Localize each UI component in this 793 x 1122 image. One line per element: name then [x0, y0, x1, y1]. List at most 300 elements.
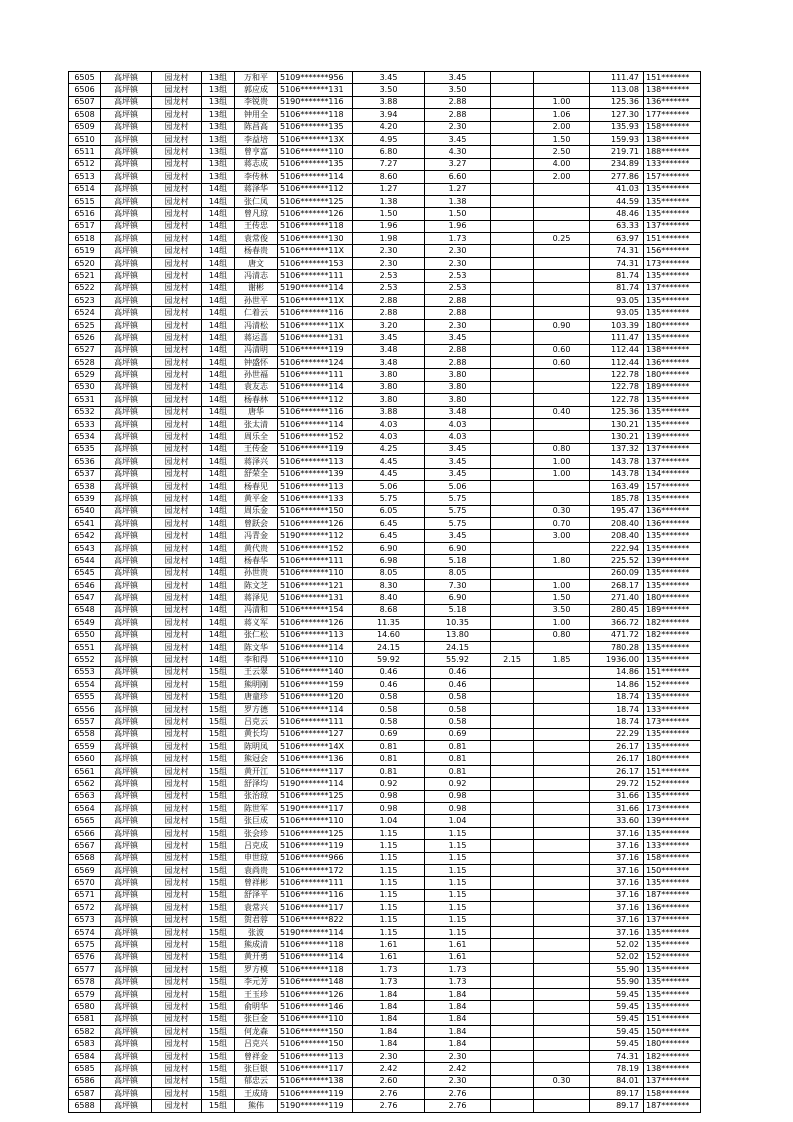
area-b-cell: [491, 282, 534, 294]
name-cell: 唐文: [235, 257, 278, 269]
area-a-cell: 2.30: [425, 257, 491, 269]
id-number-cell: 5106*******111: [278, 555, 353, 567]
id-number-cell: 5106*******116: [278, 307, 353, 319]
area-total-cell: 3.80: [353, 381, 425, 393]
amount-cell: 111.47: [590, 332, 644, 344]
town-cell: 高坪镇: [101, 1088, 152, 1100]
amount-cell: 63.33: [590, 220, 644, 232]
village-cell: 园龙村: [152, 369, 202, 381]
phone-cell: 189*******: [644, 604, 701, 616]
group-cell: 13组: [202, 84, 235, 96]
area-total-cell: 1.84: [353, 1026, 425, 1038]
id-number-cell: 5106*******114: [278, 171, 353, 183]
area-b-cell: [491, 703, 534, 715]
amount-cell: 112.44: [590, 344, 644, 356]
row-number: 6575: [69, 939, 101, 951]
area-b-cell: [491, 518, 534, 530]
table-row: [69, 208, 701, 220]
area-b-cell: [491, 753, 534, 765]
group-cell: 15组: [202, 741, 235, 753]
name-cell: 黄开勇: [235, 951, 278, 963]
area-total-cell: 5.75: [353, 493, 425, 505]
area-b-cell: 2.15: [491, 654, 534, 666]
village-cell: 园龙村: [152, 406, 202, 418]
amount-cell: 122.78: [590, 369, 644, 381]
table-row: [69, 865, 701, 877]
table-row: [69, 1038, 701, 1050]
town-cell: 高坪镇: [101, 580, 152, 592]
id-number-cell: 5106*******150: [278, 1038, 353, 1050]
town-cell: 高坪镇: [101, 245, 152, 257]
name-cell: 郭应成: [235, 84, 278, 96]
phone-cell: 135*******: [644, 394, 701, 406]
amount-cell: 26.17: [590, 741, 644, 753]
table-row: [69, 245, 701, 257]
area-c-cell: 3.00: [534, 530, 590, 542]
area-c-cell: [534, 939, 590, 951]
amount-cell: 780.28: [590, 641, 644, 653]
area-b-cell: [491, 96, 534, 108]
area-a-cell: 10.35: [425, 617, 491, 629]
table-row: [69, 567, 701, 579]
phone-cell: 135*******: [644, 926, 701, 938]
area-a-cell: 1.61: [425, 939, 491, 951]
row-number: 6508: [69, 109, 101, 121]
amount-cell: 41.03: [590, 183, 644, 195]
area-c-cell: [534, 926, 590, 938]
id-number-cell: 5106*******110: [278, 1013, 353, 1025]
table-row: [69, 195, 701, 207]
id-number-cell: 5106*******111: [278, 369, 353, 381]
group-cell: 15组: [202, 1075, 235, 1087]
amount-cell: 37.16: [590, 902, 644, 914]
area-c-cell: 1.00: [534, 580, 590, 592]
id-number-cell: 5106*******153: [278, 257, 353, 269]
row-number: 6544: [69, 555, 101, 567]
amount-cell: 55.90: [590, 964, 644, 976]
id-number-cell: 5106*******822: [278, 914, 353, 926]
name-cell: 曾跃会: [235, 518, 278, 530]
area-c-cell: [534, 1100, 590, 1112]
amount-cell: 93.05: [590, 307, 644, 319]
name-cell: 何龙森: [235, 1026, 278, 1038]
area-total-cell: 1.96: [353, 220, 425, 232]
area-b-cell: [491, 666, 534, 678]
village-cell: 园龙村: [152, 567, 202, 579]
town-cell: 高坪镇: [101, 220, 152, 232]
amount-cell: 37.16: [590, 926, 644, 938]
group-cell: 14组: [202, 580, 235, 592]
row-number: 6555: [69, 691, 101, 703]
area-c-cell: 0.60: [534, 356, 590, 368]
area-a-cell: 3.27: [425, 158, 491, 170]
area-a-cell: 1.84: [425, 1001, 491, 1013]
area-c-cell: [534, 865, 590, 877]
area-c-cell: [534, 666, 590, 678]
area-a-cell: 3.45: [425, 443, 491, 455]
area-a-cell: 1.15: [425, 852, 491, 864]
row-number: 6583: [69, 1038, 101, 1050]
area-a-cell: 4.03: [425, 418, 491, 430]
amount-cell: 74.31: [590, 245, 644, 257]
name-cell: 罗方模: [235, 964, 278, 976]
area-total-cell: 1.04: [353, 815, 425, 827]
id-number-cell: 5106*******116: [278, 406, 353, 418]
amount-cell: 44.59: [590, 195, 644, 207]
area-b-cell: [491, 369, 534, 381]
area-b-cell: [491, 133, 534, 145]
area-b-cell: [491, 356, 534, 368]
amount-cell: 130.21: [590, 431, 644, 443]
area-a-cell: 1.27: [425, 183, 491, 195]
area-total-cell: 3.94: [353, 109, 425, 121]
area-b-cell: [491, 889, 534, 901]
row-number: 6548: [69, 604, 101, 616]
id-number-cell: 5106*******126: [278, 208, 353, 220]
phone-cell: 135*******: [644, 295, 701, 307]
row-number: 6513: [69, 171, 101, 183]
town-cell: 高坪镇: [101, 778, 152, 790]
town-cell: 高坪镇: [101, 518, 152, 530]
table-row: [69, 84, 701, 96]
town-cell: 高坪镇: [101, 889, 152, 901]
amount-cell: 143.78: [590, 468, 644, 480]
area-c-cell: [534, 964, 590, 976]
id-number-cell: 5190*******112: [278, 530, 353, 542]
area-c-cell: 1.85: [534, 654, 590, 666]
village-cell: 园龙村: [152, 468, 202, 480]
area-b-cell: [491, 852, 534, 864]
town-cell: 高坪镇: [101, 1063, 152, 1075]
id-number-cell: 5106*******133: [278, 493, 353, 505]
group-cell: 15组: [202, 753, 235, 765]
phone-cell: 151*******: [644, 1013, 701, 1025]
area-total-cell: 14.60: [353, 629, 425, 641]
area-b-cell: [491, 641, 534, 653]
table-row: [69, 233, 701, 245]
name-cell: 张太清: [235, 418, 278, 430]
phone-cell: 158*******: [644, 121, 701, 133]
table-row: [69, 604, 701, 616]
area-b-cell: [491, 567, 534, 579]
row-number: 6515: [69, 195, 101, 207]
town-cell: 高坪镇: [101, 369, 152, 381]
table-row: [69, 493, 701, 505]
table-row: [69, 964, 701, 976]
amount-cell: 234.89: [590, 158, 644, 170]
phone-cell: 151*******: [644, 233, 701, 245]
village-cell: 园龙村: [152, 827, 202, 839]
village-cell: 园龙村: [152, 679, 202, 691]
phone-cell: 173*******: [644, 716, 701, 728]
group-cell: 14组: [202, 604, 235, 616]
group-cell: 15组: [202, 815, 235, 827]
area-c-cell: [534, 840, 590, 852]
id-number-cell: 5106*******114: [278, 641, 353, 653]
village-cell: 园龙村: [152, 344, 202, 356]
amount-cell: 143.78: [590, 456, 644, 468]
id-number-cell: 5109*******956: [278, 72, 353, 84]
row-number: 6584: [69, 1050, 101, 1062]
village-cell: 园龙村: [152, 480, 202, 492]
town-cell: 高坪镇: [101, 195, 152, 207]
group-cell: 14组: [202, 208, 235, 220]
name-cell: 孙世平: [235, 295, 278, 307]
village-cell: 园龙村: [152, 394, 202, 406]
village-cell: 园龙村: [152, 877, 202, 889]
table-row: [69, 939, 701, 951]
town-cell: 高坪镇: [101, 1013, 152, 1025]
area-a-cell: 1.15: [425, 889, 491, 901]
amount-cell: 135.93: [590, 121, 644, 133]
area-c-cell: [534, 282, 590, 294]
group-cell: 13组: [202, 158, 235, 170]
area-b-cell: [491, 803, 534, 815]
area-a-cell: 0.46: [425, 679, 491, 691]
area-a-cell: 6.90: [425, 542, 491, 554]
area-b-cell: [491, 902, 534, 914]
table-row: [69, 381, 701, 393]
town-cell: 高坪镇: [101, 567, 152, 579]
id-number-cell: 5106*******117: [278, 1063, 353, 1075]
row-number: 6536: [69, 456, 101, 468]
phone-cell: 156*******: [644, 245, 701, 257]
area-c-cell: [534, 1088, 590, 1100]
village-cell: 园龙村: [152, 641, 202, 653]
area-b-cell: [491, 691, 534, 703]
id-number-cell: 5106*******114: [278, 418, 353, 430]
id-number-cell: 5106*******119: [278, 443, 353, 455]
village-cell: 园龙村: [152, 195, 202, 207]
amount-cell: 55.90: [590, 976, 644, 988]
area-a-cell: 2.88: [425, 356, 491, 368]
area-a-cell: 24.15: [425, 641, 491, 653]
group-cell: 14组: [202, 629, 235, 641]
area-total-cell: 1.15: [353, 827, 425, 839]
area-a-cell: 3.45: [425, 133, 491, 145]
name-cell: 李益培: [235, 133, 278, 145]
id-number-cell: 5106*******110: [278, 654, 353, 666]
phone-cell: 152*******: [644, 778, 701, 790]
village-cell: 园龙村: [152, 505, 202, 517]
name-cell: 熊冠会: [235, 753, 278, 765]
area-total-cell: 6.80: [353, 146, 425, 158]
town-cell: 高坪镇: [101, 406, 152, 418]
name-cell: 黄开江: [235, 765, 278, 777]
phone-cell: 135*******: [644, 741, 701, 753]
group-cell: 15组: [202, 976, 235, 988]
row-number: 6525: [69, 319, 101, 331]
area-c-cell: [534, 480, 590, 492]
town-cell: 高坪镇: [101, 443, 152, 455]
row-number: 6509: [69, 121, 101, 133]
name-cell: 曾祥金: [235, 1050, 278, 1062]
row-number: 6521: [69, 270, 101, 282]
area-b-cell: [491, 381, 534, 393]
id-number-cell: 5106*******138: [278, 1075, 353, 1087]
amount-cell: 59.45: [590, 1026, 644, 1038]
area-a-cell: 2.76: [425, 1088, 491, 1100]
village-cell: 园龙村: [152, 1038, 202, 1050]
table-row: [69, 840, 701, 852]
group-cell: 13组: [202, 133, 235, 145]
area-c-cell: 0.80: [534, 629, 590, 641]
area-b-cell: [491, 617, 534, 629]
table-row: [69, 369, 701, 381]
town-cell: 高坪镇: [101, 84, 152, 96]
phone-cell: 180*******: [644, 1038, 701, 1050]
village-cell: 园龙村: [152, 270, 202, 282]
village-cell: 园龙村: [152, 580, 202, 592]
area-b-cell: [491, 456, 534, 468]
row-number: 6568: [69, 852, 101, 864]
area-a-cell: 1.04: [425, 815, 491, 827]
table-row: [69, 443, 701, 455]
area-c-cell: 2.50: [534, 146, 590, 158]
phone-cell: 150*******: [644, 1026, 701, 1038]
village-cell: 园龙村: [152, 245, 202, 257]
area-a-cell: 3.45: [425, 456, 491, 468]
village-cell: 园龙村: [152, 1026, 202, 1038]
area-a-cell: 2.88: [425, 96, 491, 108]
area-total-cell: 3.45: [353, 332, 425, 344]
amount-cell: 18.74: [590, 691, 644, 703]
village-cell: 园龙村: [152, 493, 202, 505]
village-cell: 园龙村: [152, 220, 202, 232]
area-total-cell: 1.73: [353, 964, 425, 976]
amount-cell: 37.16: [590, 877, 644, 889]
amount-cell: 137.32: [590, 443, 644, 455]
area-b-cell: [491, 530, 534, 542]
name-cell: 袁常俊: [235, 233, 278, 245]
table-row: [69, 1088, 701, 1100]
area-b-cell: [491, 146, 534, 158]
group-cell: 14组: [202, 307, 235, 319]
town-cell: 高坪镇: [101, 493, 152, 505]
name-cell: 黄平金: [235, 493, 278, 505]
area-b-cell: [491, 443, 534, 455]
area-c-cell: [534, 877, 590, 889]
area-total-cell: 3.88: [353, 406, 425, 418]
id-number-cell: 5106*******172: [278, 865, 353, 877]
id-number-cell: 5106*******118: [278, 939, 353, 951]
amount-cell: 33.60: [590, 815, 644, 827]
area-total-cell: 8.68: [353, 604, 425, 616]
id-number-cell: 5106*******148: [278, 976, 353, 988]
row-number: 6559: [69, 741, 101, 753]
name-cell: 张仁松: [235, 629, 278, 641]
area-a-cell: 1.73: [425, 964, 491, 976]
area-b-cell: [491, 220, 534, 232]
area-total-cell: 0.98: [353, 803, 425, 815]
name-cell: 郁忠云: [235, 1075, 278, 1087]
id-number-cell: 5106*******110: [278, 146, 353, 158]
area-c-cell: 3.50: [534, 604, 590, 616]
table-row: [69, 679, 701, 691]
name-cell: 曾凡琼: [235, 208, 278, 220]
row-number: 6524: [69, 307, 101, 319]
area-a-cell: 5.06: [425, 480, 491, 492]
name-cell: 熊成清: [235, 939, 278, 951]
row-number: 6526: [69, 332, 101, 344]
area-b-cell: [491, 307, 534, 319]
area-a-cell: 1.15: [425, 840, 491, 852]
group-cell: 14组: [202, 332, 235, 344]
area-b-cell: [491, 1050, 534, 1062]
name-cell: 周乐金: [235, 505, 278, 517]
table-row: [69, 654, 701, 666]
area-c-cell: 2.00: [534, 121, 590, 133]
table-row: [69, 877, 701, 889]
group-cell: 15组: [202, 803, 235, 815]
area-a-cell: 2.30: [425, 245, 491, 257]
row-number: 6551: [69, 641, 101, 653]
area-b-cell: [491, 1100, 534, 1112]
town-cell: 高坪镇: [101, 1050, 152, 1062]
table-row: [69, 914, 701, 926]
area-a-cell: 1.15: [425, 914, 491, 926]
area-b-cell: [491, 418, 534, 430]
phone-cell: 180*******: [644, 369, 701, 381]
town-cell: 高坪镇: [101, 282, 152, 294]
area-b-cell: [491, 1038, 534, 1050]
town-cell: 高坪镇: [101, 679, 152, 691]
town-cell: 高坪镇: [101, 542, 152, 554]
village-cell: 园龙村: [152, 1100, 202, 1112]
area-b-cell: [491, 815, 534, 827]
area-c-cell: [534, 1013, 590, 1025]
id-number-cell: 5106*******110: [278, 815, 353, 827]
phone-cell: 151*******: [644, 765, 701, 777]
table-row: [69, 790, 701, 802]
area-c-cell: 1.50: [534, 133, 590, 145]
area-c-cell: [534, 1001, 590, 1013]
table-row: [69, 629, 701, 641]
village-cell: 园龙村: [152, 617, 202, 629]
row-number: 6561: [69, 765, 101, 777]
phone-cell: 135*******: [644, 877, 701, 889]
id-number-cell: 5106*******120: [278, 691, 353, 703]
area-a-cell: 3.80: [425, 394, 491, 406]
group-cell: 14组: [202, 381, 235, 393]
amount-cell: 127.30: [590, 109, 644, 121]
phone-cell: 137*******: [644, 1075, 701, 1087]
name-cell: 袁友志: [235, 381, 278, 393]
area-c-cell: 4.00: [534, 158, 590, 170]
amount-cell: 122.78: [590, 394, 644, 406]
row-number: 6507: [69, 96, 101, 108]
area-c-cell: 0.40: [534, 406, 590, 418]
table-row: [69, 976, 701, 988]
id-number-cell: 5106*******113: [278, 456, 353, 468]
area-a-cell: 2.53: [425, 282, 491, 294]
town-cell: 高坪镇: [101, 183, 152, 195]
name-cell: 杨春林: [235, 394, 278, 406]
row-number: 6516: [69, 208, 101, 220]
name-cell: 曾亨富: [235, 146, 278, 158]
name-cell: 张治琼: [235, 790, 278, 802]
area-a-cell: 0.92: [425, 778, 491, 790]
group-cell: 15组: [202, 666, 235, 678]
town-cell: 高坪镇: [101, 865, 152, 877]
area-c-cell: 1.00: [534, 617, 590, 629]
row-number: 6552: [69, 654, 101, 666]
area-b-cell: [491, 1063, 534, 1075]
area-total-cell: 6.05: [353, 505, 425, 517]
area-total-cell: 0.81: [353, 765, 425, 777]
name-cell: 李元芳: [235, 976, 278, 988]
phone-cell: 138*******: [644, 133, 701, 145]
